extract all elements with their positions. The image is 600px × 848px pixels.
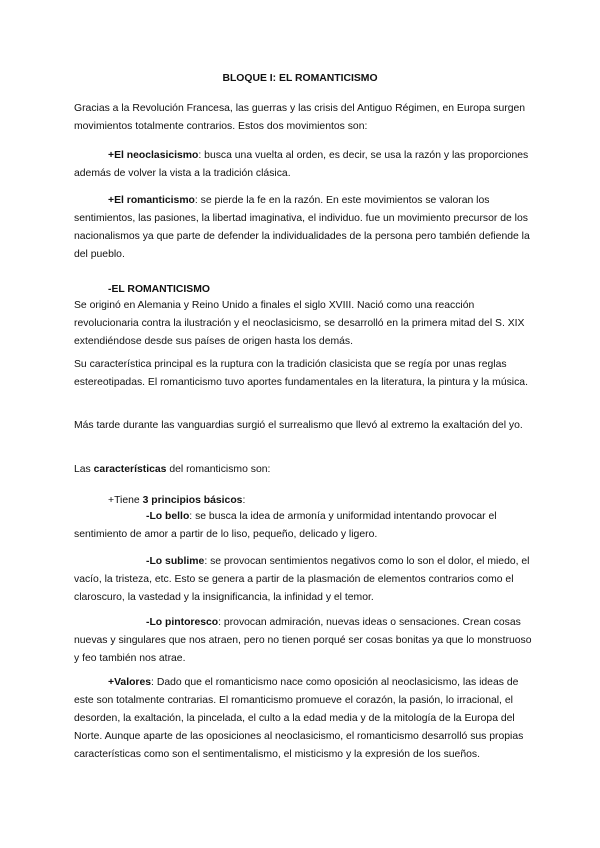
principios-suffix: : — [242, 495, 246, 506]
valores-label: +Valores — [108, 677, 152, 688]
document-title: BLOQUE I: EL ROMANTICISMO — [222, 73, 378, 84]
principios-prefix: +Tiene — [108, 495, 143, 506]
caracteristicas-bold: características — [93, 464, 167, 475]
valores-text: : Dado que el romanticismo nace como oposición al neoclasicismo, las ideas de este son totalmente contrarias. El romanticismo promueve el corazón, la pasión, lo irracional, el desorden, la exaltación, la pincelada, el culto a la edad media y de la mitología de la Europa del Norte. Aunque aparte de las oposiciones al neoclasicismo, el romanticismo desarrolló sus propias características como son el sentimentalismo, el misticismo y la expresión de los sueños. — [74, 677, 524, 760]
intro-paragraph: Gracias a la Revolución Francesa, las guerras y las crisis del Antiguo Régimen, en Europa surgen movimientos totalmente contrarios. Estos dos movimientos son: — [74, 103, 526, 132]
pintoresco-paragraph — [74, 614, 532, 668]
caracteristicas-suffix: del romanticismo son: — [166, 464, 271, 475]
pintoresco-text: : provocan admiración, nuevas ideas o sensaciones. Crean cosas nuevas y singulares que nos atraen, pero no tienen porqué ser cosas bonitas ya que lo monstruoso y feo también nos atrae. — [74, 617, 532, 664]
valores-paragraph — [74, 674, 532, 764]
bello-label: -Lo bello — [146, 511, 190, 522]
romanticismo-item-text: : se pierde la fe en la razón. En este movimientos se valoran los sentimientos, las pasiones, la libertad imaginativa, el individuo. fue un movimiento precursor de los nacionalismos ya que parte de defender la individualidades de la persona pero también defiende la del pueblo. — [74, 195, 530, 260]
romanticismo-item-label: +El romanticismo — [108, 195, 195, 206]
bello-paragraph — [74, 508, 532, 544]
bello-text: : se busca la idea de armonía y uniformidad intentando provocar el sentimiento de amor a partir de lo liso, pequeño, delicado y ligero. — [74, 511, 497, 540]
caracteristicas-paragraph — [74, 461, 532, 479]
romanticismo-item-paragraph — [74, 192, 532, 264]
sublime-text: : se provocan sentimientos negativos como lo son el dolor, el miedo, el vacío, la tristeza, etc. Esto se genera a partir de la plasmación de elementos contrarios como el claroscuro, la vastedad y la insignificancia, la infinidad y el temor. — [74, 556, 530, 603]
neoclasicismo-text: : busca una vuelta al orden, es decir, se usa la razón y las proporciones además de volver la vista a la tradición clásica. — [74, 150, 529, 179]
sublime-label: -Lo sublime — [146, 556, 205, 567]
pintoresco-label: -Lo pintoresco — [146, 617, 219, 628]
principal-paragraph: Su característica principal es la ruptura con la tradición clasicista que se regía por unas reglas estereotipadas. El romanticismo tuvo aportes fundamentales en la literatura, la pintura y la música. — [74, 359, 528, 388]
origin-paragraph: Se originó en Alemania y Reino Unido a finales el siglo XVIII. Nació como una reacción revolucionaria contra la ilustración y el neoclasicismo, se desarrolló en la primera mitad del S. XIX extendiéndose desde sus países de origen hasta los demás. — [74, 300, 525, 347]
caracteristicas-prefix: Las — [74, 464, 94, 475]
neoclasicismo-label: +El neoclasicismo — [108, 150, 199, 161]
sublime-paragraph — [74, 553, 532, 607]
neoclasicismo-paragraph — [74, 147, 532, 183]
section-heading: -EL ROMANTICISMO — [108, 284, 210, 295]
principios-bold: 3 principios básicos — [142, 495, 243, 506]
surrealismo-paragraph: Más tarde durante las vanguardias surgió el surrealismo que llevó al extremo la exaltación del yo. — [74, 420, 523, 431]
